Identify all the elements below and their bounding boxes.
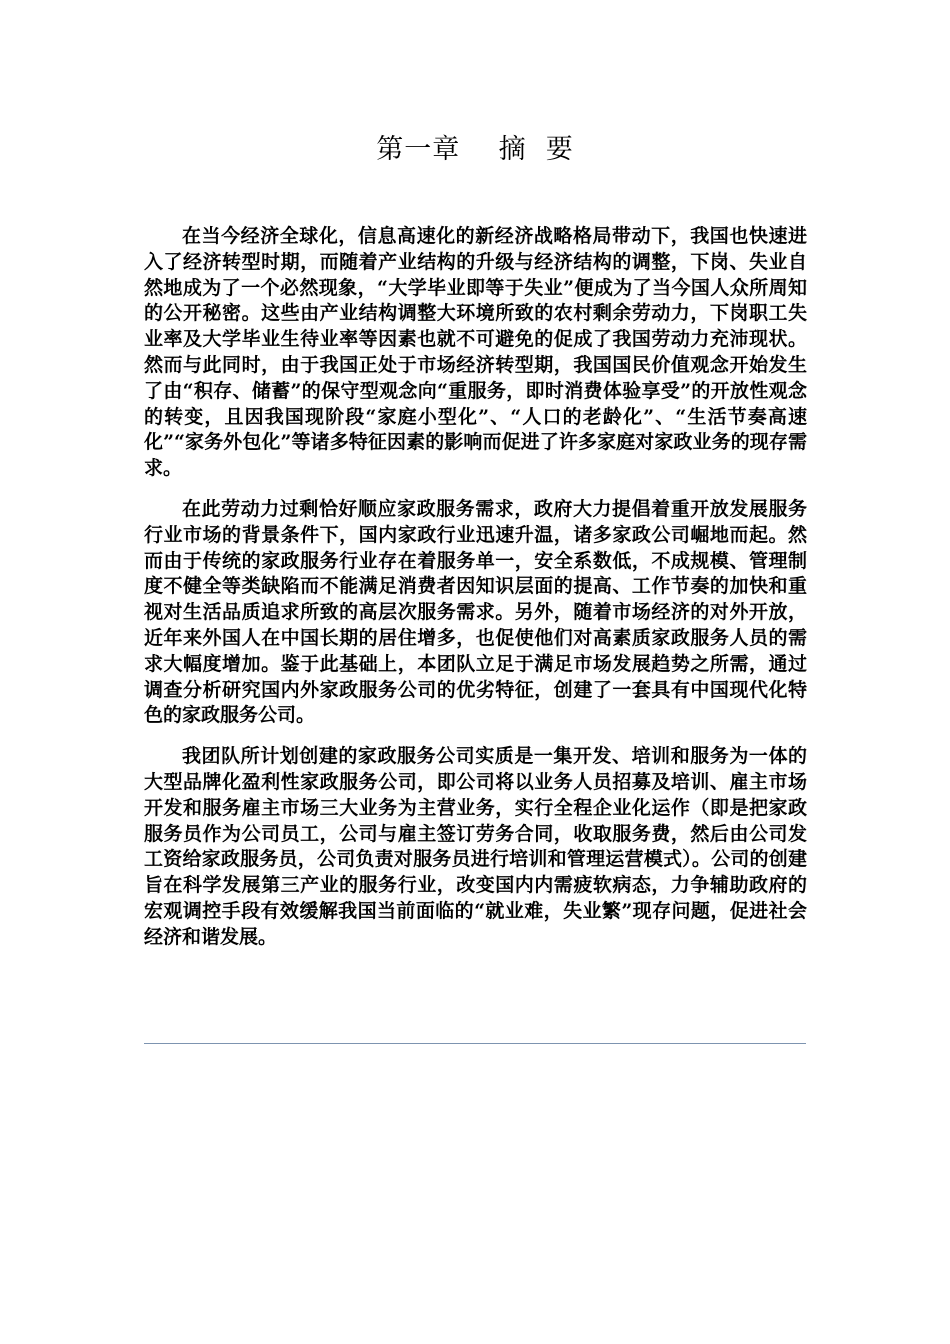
- abstract-body: [144, 224, 807, 966]
- abstract-paragraph-2: 在此劳动力过剩恰好顺应家政服务需求，政府大力提倡着重开放发展服务行业市场的背景条件下，国内家政行业迅速升温，诸多家政公司崛地而起。然而由于传统的家政服务行业存在着服务单一，安全系数低，不成规模、管理制度不健全等类缺陷而不能满足消费者因知识层面的提高、工作节奏的加快和重视对生活品质追求所致的高层次服务需求。另外，随着市场经济的对外开放，近年来外国人在中国长期的居住增多，也促使他们对高素质家政服务人员的需求大幅度增加。鉴于此基础上，本团队立足于满足市场发展趋势之所需，通过调查分析研究国内外家政服务公司的优劣特征，创建了一套具有中国现代化特色的家政服务公司。: [144, 497, 807, 727]
- chapter-title: 第一章 摘 要: [376, 134, 574, 165]
- abstract-paragraph-3: 我团队所计划创建的家政服务公司实质是一集开发、培训和服务为一体的大型品牌化盈利性家政服务公司，即公司将以业务人员招募及培训、雇主市场开发和服务雇主市场三大业务为主营业务，实行全程企业化运作（即是把家政服务员作为公司员工，公司与雇主签订劳务合同，收取服务费，然后由公司发工资给家政服务员，公司负责对服务员进行培训和管理运营模式）。公司的创建旨在科学发展第三产业的服务行业，改变国内内需疲软病态，力争辅助政府的宏观调控手段有效缓解我国当前面临的“就业难，失业繁”现存问题，促进社会经济和谐发展。: [144, 745, 807, 948]
- abstract-paragraph-1: 在当今经济全球化，信息高速化的新经济战略格局带动下，我国也快速进入了经济转型时期，而随着产业结构的升级与经济结构的调整，下岗、失业自然地成为了一个必然现象，“大学毕业即等于失业”便成为了当今国人众所周知的公开秘密。这些由产业结构调整大环境所致的农村剩余劳动力，下岗职工失业率及大学毕业生待业率等因素也就不可避免的促成了我国劳动力充沛现状。然而与此同时，由于我国正处于市场经济转型期，我国国民价值观念开始发生了由“积存、储蓄”的保守型观念向“重服务，即时消费体验享受”的开放性观念的转变，且因我国现阶段“家庭小型化”、“人口的老龄化”、“生活节奏高速化”“家务外包化”等诸多特征因素的影响而促进了许多家庭对家政业务的现存需求。: [144, 225, 807, 480]
- footer-divider: [144, 1043, 806, 1044]
